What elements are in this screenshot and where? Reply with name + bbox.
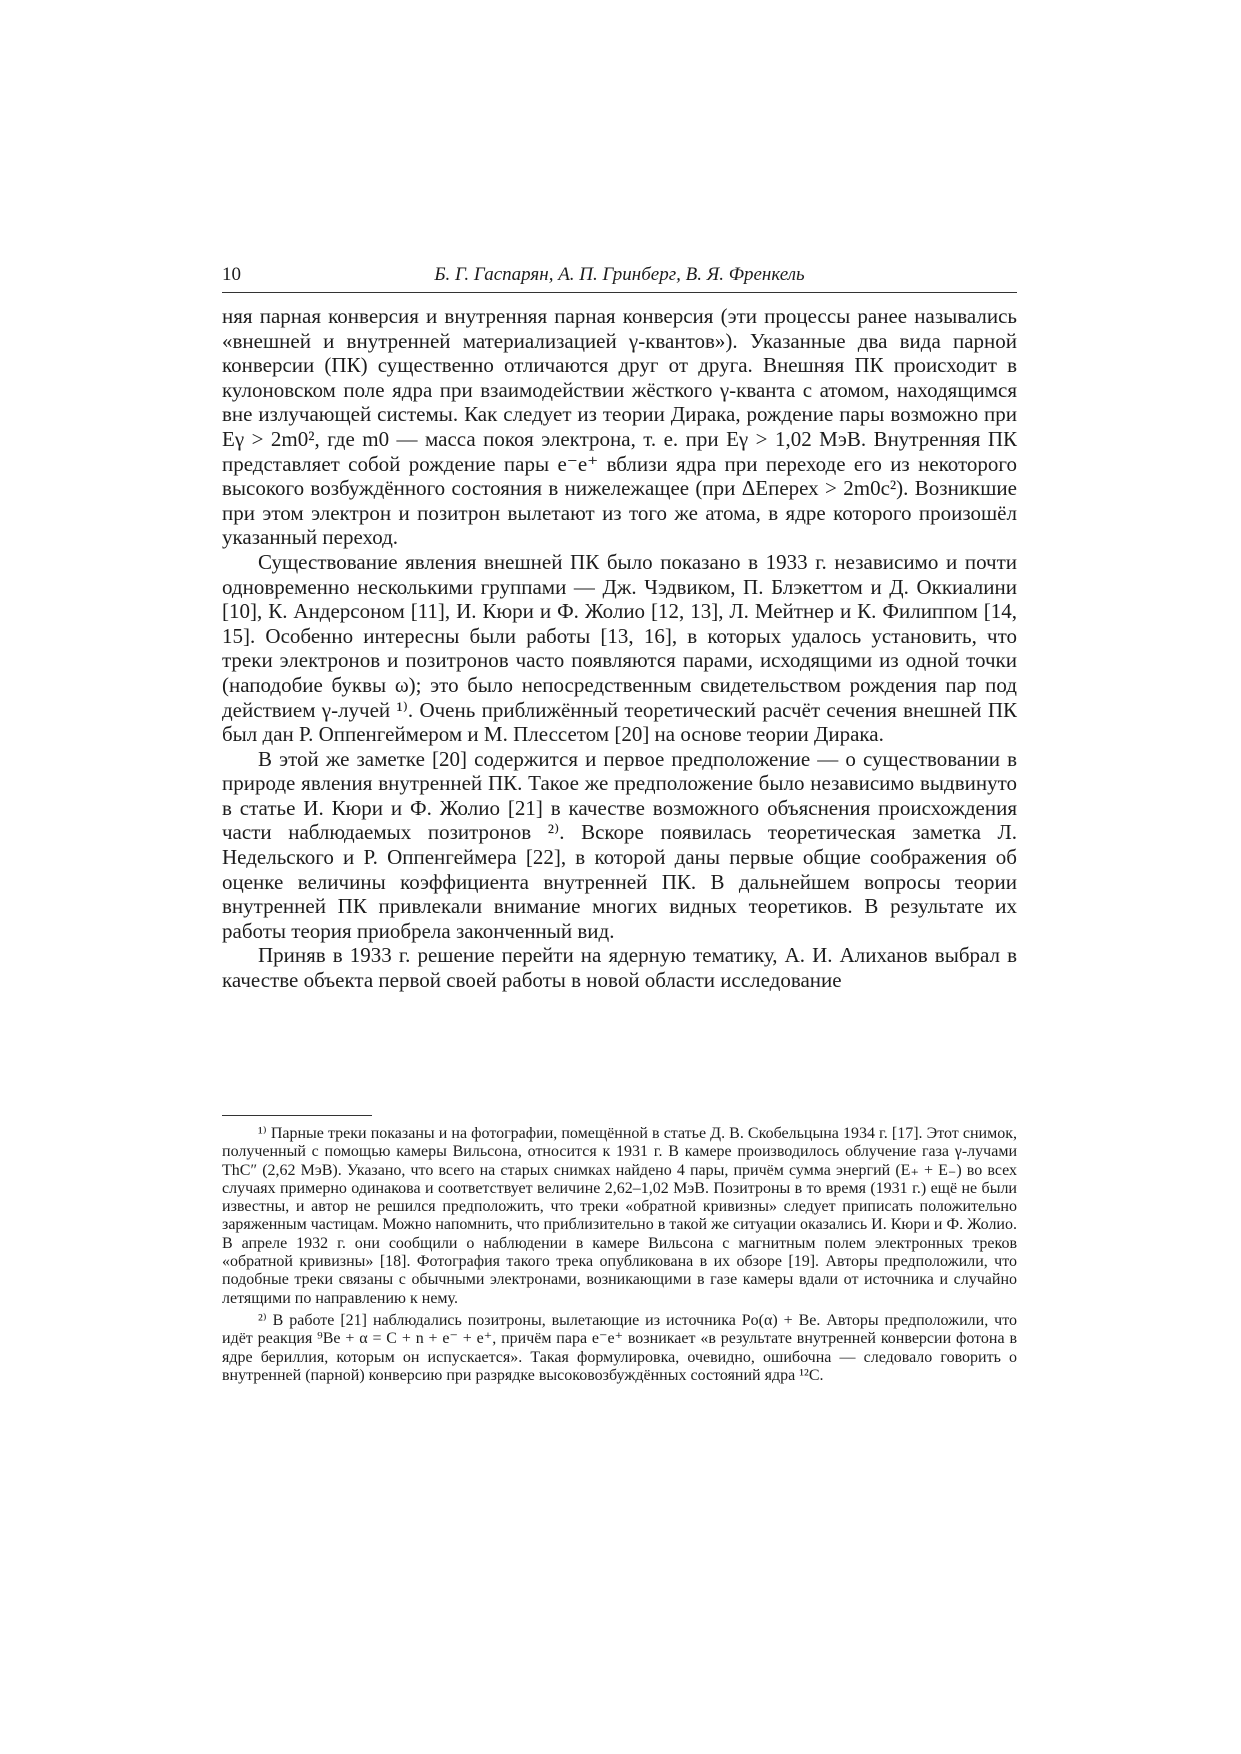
page-header [222,262,1017,293]
paragraph: Существование явления внешней ПК было показано в 1933 г. независимо и почти одновременно несколькими группами — Дж. Чэдвиком, П. Блэкеттом и Д. Оккиалини [10], К. Андерсоном [11], И. Кюри и Ф. Жолио [12, 13], Л. Мейтнер и К. Филиппом [14, 15]. Особенно интересны были работы [13, 16], в которых удалось установить, что треки электронов и позитронов часто появляются парами, исходящими из одной точки (наподобие буквы ω); это было непосредственным свидетельством рождения пар под действием γ-лучей ¹⁾. Очень приближённый теоретический расчёт сечения внешней ПК был дан Р. Оппенгеймером и М. Плессетом [20] на основе теории Дирака. [222,549,1017,747]
page-number: 10 [222,264,241,285]
footnote: ²⁾ В работе [21] наблюдались позитроны, вылетающие из источника Po(α) + Be. Авторы предположили, что идёт реакция ⁹Be + α = C + n + e⁻ + e⁺, причём пара e⁻e⁺ возникает «в результате внутренней конверсии фотона в ядре бериллия, которым он испускается». Такая формулировка, очевидно, ошибочна — следовало говорить о внутренней (парной) конверсию при разрядке высоковозбуждённых состояний ядра ¹²C. [222,1311,1017,1384]
paragraph: няя парная конверсия и внутренняя парная конверсия (эти процессы ранее назывались «внешней и внутренней материализацией γ-квантов»). Указанные два вида парной конверсии (ПК) существенно отличаются друг от друга. Внешняя ПК происходит в кулоновском поле ядра при взаимодействии жёсткого γ-кванта с атомом, находящимся вне излучающей системы. Как следует из теории Дирака, рождение пары возможно при Eγ > 2m0², где m0 — масса покоя электрона, т. е. при Eγ > 1,02 МэВ. Внутренняя ПК представляет собой рождение пары e⁻e⁺ вблизи ядра при переходе его из некоторого высокого возбуждённого состояния в нижележащее (при ΔEперех > 2m0c²). Возникшие при этом электрон и позитрон вылетают из того же атома, в ядре которого произошёл указанный переход. [222,304,1017,550]
paragraph: Приняв в 1933 г. решение перейти на ядерную тематику, А. И. Алиханов выбрал в качестве объекта первой своей работы в новой области исследование [222,943,1017,993]
main-text [222,304,1017,993]
paragraph: В этой же заметке [20] содержится и первое предположение — о существовании в природе явления внутренней ПК. Такое же предположение было независимо выдвинуто в статье И. Кюри и Ф. Жолио [21] в качестве возможного объяснения происхождения части наблюдаемых позитронов ²⁾. Вскоре появилась теоретическая заметка Л. Недельского и Р. Оппенгеймера [22], в которой даны первые общие соображения об оценке величины коэффициента внутренней ПК. В дальнейшем вопросы теории внутренней ПК привлекали внимание многих видных теоретиков. В результате их работы теория приобрела законченный вид. [222,746,1017,943]
footnote: ¹⁾ Парные треки показаны и на фотографии, помещённой в статье Д. В. Скобельцына 1934 г. [17]. Этот снимок, полученный с помощью камеры Вильсона, относится к 1931 г. В камере производилось облучение газа γ-лучами ThC″ (2,62 МэВ). Указано, что всего на старых снимках найдено 4 пары, причём сумма энергий (E₊ + E₋) во всех случаях примерно одинакова и соответствует величине 2,62–1,02 МэВ. Позитроны в то время (1931 г.) ещё не были известны, и автор не решился предположить, что треки «обратной кривизны» следует приписать положительно заряженным частицам. Можно напомнить, что приблизительно в такой же ситуации оказались И. Кюри и Ф. Жолио. В апреле 1932 г. они сообщили о наблюдении в камере Вильсона с магнитным полем электронных треков «обратной кривизны» [18]. Фотография такого трека опубликована в их обзоре [19]. Авторы предположили, что подобные треки связаны с обычными электронами, возникающими в газе камеры вдали от источника и случайно летящими по направлению к нему. [222,1125,1018,1307]
running-title: Б. Г. Гаспарян, А. П. Гринберг, В. Я. Френкель [434,264,805,285]
footnote-divider [222,1115,372,1116]
footnotes [222,1125,1017,1389]
